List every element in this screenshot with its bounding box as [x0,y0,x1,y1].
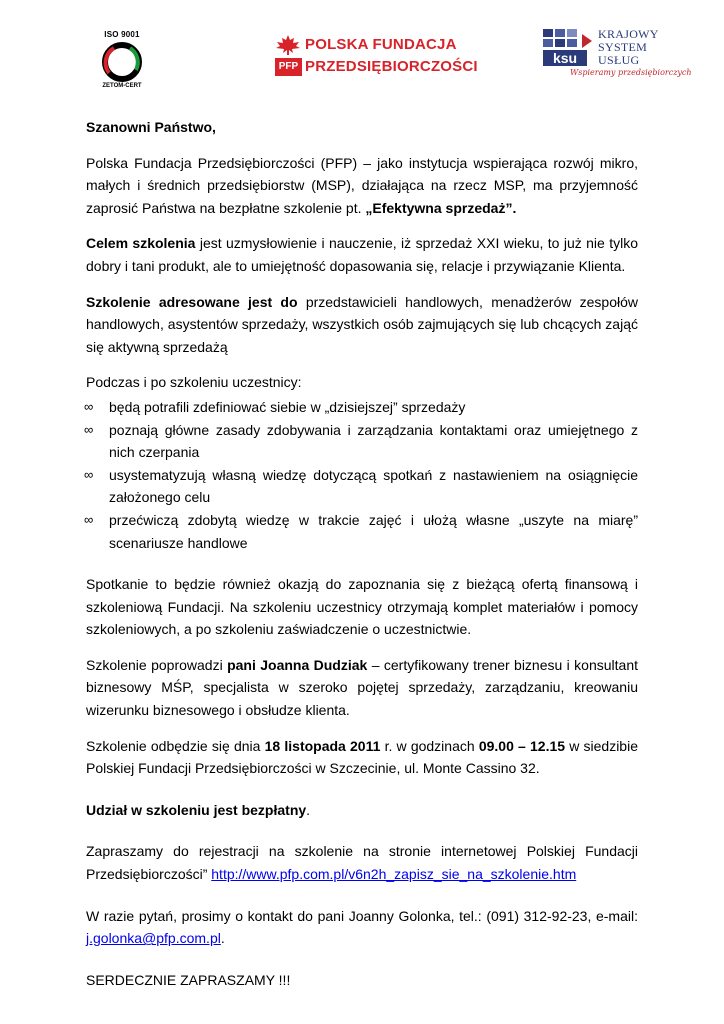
closing: SERDECZNIE ZAPRASZAMY !!! [86,971,291,988]
meeting-paragraph: Spotkanie to będzie również okazją do zapoznania się z bieżącą ofertą finansową i szkoleniową Fundacji. Na szkoleniu uczestnicy otrzymają komplet materiałów i pomocy szkoleniowych, a po szkoleniu zaświadczenie o uczestnictwie. [86,576,638,638]
ksu-line2: SYSTEM [598,40,648,54]
free-dot: . [306,801,311,818]
contact-text: W razie pytań, prosimy o kontakt do pani Joanny Golonka, tel.: (091) 312-92-23, e-mail: [86,907,638,924]
date-paragraph [86,735,638,780]
infinity-bullet-icon: ∞ [84,398,94,414]
intro-paragraph [86,152,638,220]
goal-label: Celem szkolenia [86,235,196,252]
list-item-text: usystematyzują własną wiedzę dotyczącą spotkań z nastawieniem na osiągnięcie założonego celu [109,466,638,506]
training-title: „Efektywna sprzedaż”. [365,199,517,216]
training-location: w siedzibie Polskiej Fundacji Przedsiębiorczości w Szczecinie, ul. Monte Cassino 32. [86,737,638,777]
greeting [86,116,638,139]
trainer-description: – certyfikowany trener biznesu i konsultant biznesowy MŚP, specjalista w szeroko pojętej sprzedaży, zarządzaniu, kreowaniu wizerunku biznesowego i obsłudze klienta. [86,656,638,719]
pfp-name-line2: PRZEDSIĘBIORCZOŚCI [305,58,478,75]
contact-email-link[interactable]: j.golonka@pfp.com.pl [86,930,221,947]
list-item [86,509,638,554]
ksu-badge: ksu [552,50,578,66]
infinity-bullet-icon: ∞ [84,466,94,482]
greeting-text: Szanowni Państwo, [86,119,216,135]
free-paragraph [86,799,638,822]
trainer-paragraph [86,654,638,722]
during-label: Podczas i po szkoleniu uczestnicy: [86,374,302,391]
ksu-line3: USŁUG [598,53,640,67]
date-pre: Szkolenie odbędzie się dnia [86,737,265,754]
training-date: 18 listopada 2011 [264,737,381,754]
pfp-name-line1: POLSKA FUNDACJA [305,36,457,53]
free-label: Udział w szkoleniu jest bezpłatny [86,801,307,818]
pfp-logo [275,34,478,82]
audience-label: Szkolenie adresowane jest do [86,293,298,310]
ksu-name [598,28,659,67]
zetom-cert-icon [100,40,144,82]
iso-label: ISO 9001 [104,30,140,39]
maple-leaf-icon [275,34,301,56]
benefits-list [86,396,638,554]
goal-paragraph [86,232,638,277]
list-item [86,419,638,464]
register-text: Zapraszamy do rejestracji na szkolenie na stronie internetowej Polskiej Fundacji Przedsiębiorczości” [86,843,638,883]
iso-9001-logo [90,30,154,96]
list-item-text: przećwiczą zdobytą wiedzę w trakcie zajęć i ułożą własne „uszyte na miarę” scenariusze handlowe [109,511,638,551]
intro-text: Polska Fundacja Przedsiębiorczości (PFP) – jako instytucja wspierająca rozwój mikro, małych i średnich przedsiębiorstw (MSP), działająca na rzecz MSP, ma przyjemność zaprosić Państwa na bezpłatne szkolenie pt. [86,154,638,216]
registration-link[interactable]: http://www.pfp.com.pl/v6n2h_zapisz_sie_na_szkolenie.htm [211,866,577,883]
goal-text: jest uzmysłowienie i nauczenie, iż sprzedaż XXI wieku, to już nie tylko dobry i tani produkt, ale to umiejętność dopasowania się, relacje i przywiązanie Klienta. [86,235,639,274]
trainer-name: pani Joanna Dudziak [227,656,368,673]
date-mid: r. w godzinach [380,737,479,754]
infinity-bullet-icon: ∞ [84,511,94,527]
contact-paragraph [86,905,638,950]
pfp-badge: PFP [275,58,302,76]
audience-paragraph [86,291,638,359]
ksu-tagline: Wspieramy przedsiębiorczych [570,68,692,77]
ksu-line1: KRAJOWY [598,27,659,41]
list-item-text: poznają główne zasady zdobywania i zarządzania kontaktami oraz umiejętnego z nich czerpania [109,421,638,461]
contact-dot: . [220,930,225,947]
zetom-cert-label: ZETOM-CERT [102,83,142,89]
audience-text: przedstawicieli handlowych, menadżerów zespołów handlowych, asystentów sprzedaży, wszystkich osób zajmujących się lub chcących zająć się aktywną sprzedażą [86,293,639,355]
list-item-text: będą potrafili zdefiniować siebie w „dzisiejszej” sprzedaży [109,398,466,415]
trainer-pre: Szkolenie poprowadzi [86,656,228,673]
ksu-grid-icon [542,28,594,68]
ksu-logo [542,27,692,88]
infinity-bullet-icon: ∞ [84,421,94,437]
letter-body [86,116,638,991]
register-paragraph [86,840,638,885]
list-item [86,464,638,509]
list-item [86,396,638,419]
training-hours: 09.00 – 12.15 [478,737,566,754]
